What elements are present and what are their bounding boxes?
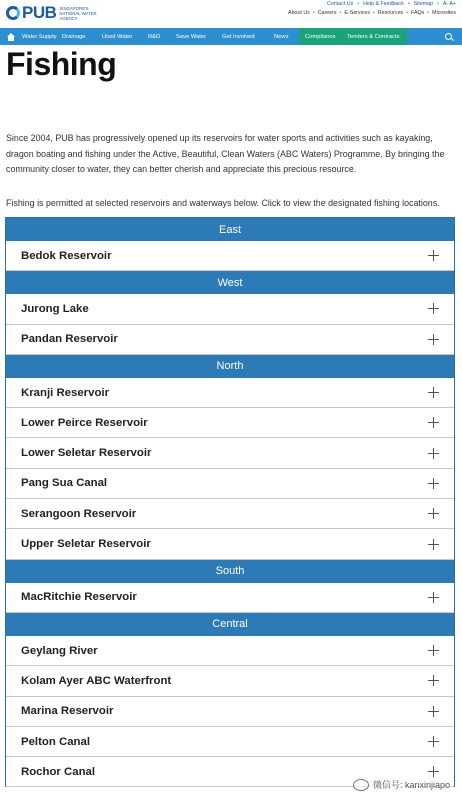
location-serangoon-reservoir[interactable] <box>6 499 454 529</box>
location-label: Pandan Reservoir <box>21 333 118 346</box>
expand-plus-icon[interactable] <box>428 766 439 777</box>
permit-paragraph: Fishing is permitted at selected reservoirs and waterways below. Click to view the designated fishing locations. <box>6 198 440 208</box>
expand-plus-icon[interactable] <box>428 417 439 428</box>
region-header-east: East <box>6 218 454 241</box>
search-button[interactable] <box>434 28 462 45</box>
expand-plus-icon[interactable] <box>428 675 439 686</box>
main-navigation <box>0 28 462 45</box>
location-label: Pelton Canal <box>21 735 90 748</box>
intro-paragraph: Since 2004, PUB has progressively opened up its reservoirs for water sports and activities such as kayaking, dragon boating and fishing under the Active, Beautiful, Clean Waters (ABC Waters) Programme. By bringing the community closer to water, they can better cherish and appreciate this precious resource. <box>6 133 445 174</box>
location-label: Geylang River <box>21 644 98 657</box>
location-marina-reservoir[interactable] <box>6 697 454 727</box>
nav-get-involved[interactable]: Get Involved <box>222 33 255 40</box>
expand-plus-icon[interactable] <box>428 387 439 398</box>
location-label: Marina Reservoir <box>21 705 114 718</box>
expand-plus-icon[interactable] <box>428 303 439 314</box>
nav-news[interactable]: News <box>274 33 289 40</box>
page-title: Fishing <box>6 46 117 82</box>
pub-logo-mark-icon <box>6 6 20 20</box>
logo-tagline: SINGAPORE'S NATIONAL WATER AGENCY <box>59 5 97 21</box>
location-label: Bedok Reservoir <box>21 249 112 262</box>
faqs-link[interactable]: FAQs <box>411 10 425 16</box>
contact-us-link[interactable]: Contact Us <box>327 1 354 7</box>
location-macritchie-reservoir[interactable] <box>6 583 454 613</box>
location-pandan-reservoir[interactable] <box>6 325 454 355</box>
location-label: Rochor Canal <box>21 765 96 778</box>
region-header-north: North <box>6 355 454 378</box>
expand-plus-icon[interactable] <box>428 448 439 459</box>
nav-rnd[interactable]: R&D <box>148 33 161 40</box>
watermark-text: 微信号: kanxinjiapo <box>372 780 450 790</box>
nav-tenders-contracts[interactable]: Tenders & Contracts <box>343 28 407 45</box>
expand-plus-icon[interactable] <box>428 539 439 550</box>
nav-compliance[interactable]: Compliance <box>299 28 343 45</box>
expand-plus-icon[interactable] <box>428 645 439 656</box>
location-pelton-canal[interactable] <box>6 727 454 757</box>
location-label: Serangoon Reservoir <box>21 507 137 520</box>
logo-text: PUB <box>22 3 57 22</box>
pub-logo[interactable] <box>6 3 105 23</box>
fishing-locations-accordion <box>5 217 455 787</box>
expand-plus-icon[interactable] <box>428 706 439 717</box>
wechat-watermark <box>353 778 450 791</box>
e-services-link[interactable]: E-Services <box>344 10 370 16</box>
location-geylang-river[interactable] <box>6 636 454 666</box>
region-header-central: Central <box>6 613 454 636</box>
font-size-toggle[interactable]: A- A+ <box>442 1 456 7</box>
expand-plus-icon[interactable] <box>428 250 439 261</box>
resources-link[interactable]: Resources <box>377 10 404 16</box>
location-label: Upper Seletar Reservoir <box>21 538 151 551</box>
site-links: About Us • Careers • E-Services • Resources • FAQs • Microsites <box>288 10 456 16</box>
expand-plus-icon[interactable] <box>428 508 439 519</box>
top-header <box>0 0 462 28</box>
nav-drainage[interactable]: Drainage <box>62 33 86 40</box>
expand-plus-icon[interactable] <box>428 736 439 747</box>
location-kranji-reservoir[interactable] <box>6 378 454 408</box>
region-header-west: West <box>6 271 454 294</box>
wechat-icon <box>353 779 369 791</box>
location-pang-sua-canal[interactable] <box>6 469 454 499</box>
location-label: MacRitchie Reservoir <box>21 591 137 604</box>
microsites-link[interactable]: Microsites <box>432 10 456 16</box>
nav-save-water[interactable]: Save Water <box>176 33 207 40</box>
nav-water-supply[interactable]: Water Supply <box>22 33 57 40</box>
location-upper-seletar-reservoir[interactable] <box>6 529 454 559</box>
location-label: Pang Sua Canal <box>21 477 108 490</box>
search-icon <box>445 33 452 40</box>
sitemap-link[interactable]: Sitemap <box>413 1 434 7</box>
help-feedback-link[interactable]: Help & Feedback <box>363 1 404 7</box>
location-label: Lower Peirce Reservoir <box>21 416 148 429</box>
location-lower-seletar-reservoir[interactable] <box>6 438 454 468</box>
home-icon <box>7 33 16 41</box>
expand-plus-icon[interactable] <box>428 334 439 345</box>
expand-plus-icon[interactable] <box>428 592 439 603</box>
location-label: Jurong Lake <box>21 302 89 315</box>
nav-used-water[interactable]: Used Water <box>102 33 133 40</box>
location-label: Kolam Ayer ABC Waterfront <box>21 674 172 687</box>
utility-links: Contact Us • Help & Feedback • Sitemap • A- A+ <box>327 1 456 7</box>
location-label: Kranji Reservoir <box>21 386 109 399</box>
expand-plus-icon[interactable] <box>428 478 439 489</box>
region-header-south: South <box>6 560 454 583</box>
location-lower-peirce-reservoir[interactable] <box>6 408 454 438</box>
about-us-link[interactable]: About Us <box>288 10 310 16</box>
careers-link[interactable]: Careers <box>317 10 337 16</box>
location-jurong-lake[interactable] <box>6 294 454 324</box>
home-nav-button[interactable] <box>0 28 22 45</box>
location-bedok-reservoir[interactable] <box>6 241 454 271</box>
location-kolam-ayer-abc-waterfront[interactable] <box>6 666 454 696</box>
location-label: Lower Seletar Reservoir <box>21 447 152 460</box>
